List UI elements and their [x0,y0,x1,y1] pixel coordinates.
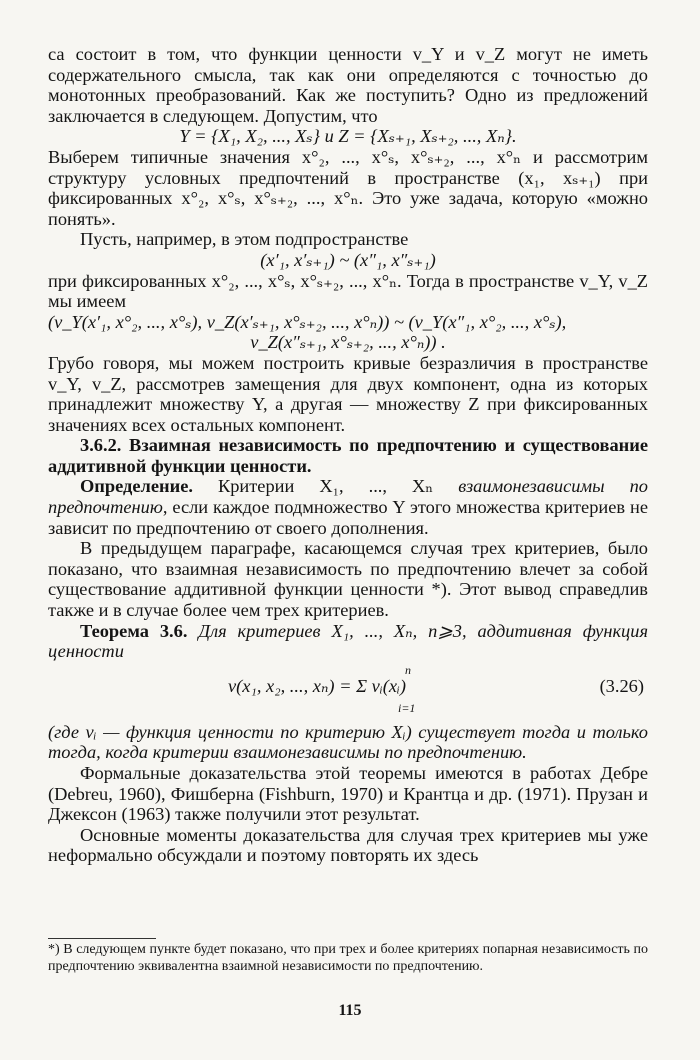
equation-3-26 [48,662,648,718]
paragraph-previous-section: В предыдущем параграфе, касающемся случая трех критериев, было показано, что взаимная независимость по предпочтению влечет за собой существование аддитивной функции ценности *). Этот вывод справедлив также и в случае более чем трех критериев. [48,538,648,621]
paragraph-fixed-values: при фиксированных x°₂, ..., x°ₛ, x°ₛ₊₂, ..., x°ₙ. Тогда в пространстве v_Y, v_Z мы имеем [48,270,648,312]
formula-sets-y-z: Y = {X₁, X₂, ..., Xₛ} и Z = {Xₛ₊₁, Xₛ₊₂, ..., Xₙ}. [179,126,517,147]
paragraph-indifference-curves: Грубо говоря, мы можем построить кривые безразличия в пространстве v_Y, v_Z, рассмотрев замещения для двух компонент, одна из которых принадлежит множеству Y, а другая — множеству Z при фиксированных значениях всех остальных компонент. [48,352,648,435]
definition-term: взаимонезависимы по предпочтению [48,476,648,518]
paragraph-suppose: Пусть, например, в этом подпространстве [80,229,409,250]
paragraph-continuation: са состоит в том, что функции ценности v_Y и v_Z могут не иметь содержательного смысла, так как они определяются с точностью до монотонных преобразований. Как же поступить? Одно из предложений заключается в следующем. Допустим, что [48,44,648,126]
formula-indifference: (x′₁, x′ₛ₊₁) ~ (x″₁, x″ₛ₊₁) [260,249,436,270]
paragraph-formal-proofs: Формальные доказательства этой теоремы имеются в работах Дебре (Debreu, 1960), Фишберна (Fishburn, 1970) и Крантца и др. (1971). Прузан и Джексон (1963) также получили этот результат. [48,763,648,825]
formula-vy-vz-line2: v_Z(x″ₛ₊₁, x°ₛ₊₂, ..., x°ₙ)) . [250,332,446,353]
paragraph-typical-values: Выберем типичные значения x°₂, ..., x°ₛ, x°ₛ₊₂, ..., x°ₙ и рассмотрим структуру условных предпочтений в пространстве (x₁, xₛ₊₁) при фиксированных x°₂, x°ₛ, x°ₛ₊₂, ..., x°ₙ. Это уже задача, которую «можно понять». [48,146,648,229]
theorem-continuation: (где vᵢ — функция ценности по критерию Xᵢ) существует тогда и только тогда, когда критерии взаимонезависимы по предпочтению. [48,721,648,763]
equation-number: (3.26) [599,675,644,696]
definition-text-start: Критерии X₁, ..., Xₙ [192,476,459,497]
definition-text-end: , если каждое подмножество Y этого множества критериев не зависит по предпочтению от своего дополнения. [48,497,648,538]
theorem-label: Теорема 3.6. [80,620,188,641]
paragraph-proof-outline: Основные моменты доказательства для случая трех критериев мы уже неформально обсуждали и поэтому повторять их здесь [48,824,648,866]
definition-label: Определение. [80,476,193,497]
sum-upper-limit: n [405,662,411,677]
page-number: 115 [338,1002,362,1019]
main-text [48,44,648,866]
sum-lower-limit: i=1 [398,700,416,715]
definition-paragraph [48,476,648,538]
footnote: *) В следующем пункте будет показано, что при трех и более критериях попарная независимость по предпочтению эквивалентна взаимной независимости по предпочтению. [48,942,648,974]
theorem-paragraph [48,621,648,662]
footnote-divider [48,938,156,939]
formula-vy-vz-line1: (v_Y(x′₁, x°₂, ..., x°ₛ), v_Z(x′ₛ₊₁, x°ₛ₊₂, ..., x°ₙ)) ~ (v_Y(x″₁, x°₂, ..., x°ₛ), [48,311,567,332]
section-heading-3-6-2: 3.6.2. Взаимная независимость по предпочтению и существование аддитивной функции ценности. [48,435,648,476]
theorem-text: Для критериев X₁, ..., Xₙ, n⩾3, аддитивная функция ценности [48,620,648,662]
equation-body: v(x₁, x₂, ..., xₙ) = Σ vᵢ(xᵢ) [228,675,407,696]
